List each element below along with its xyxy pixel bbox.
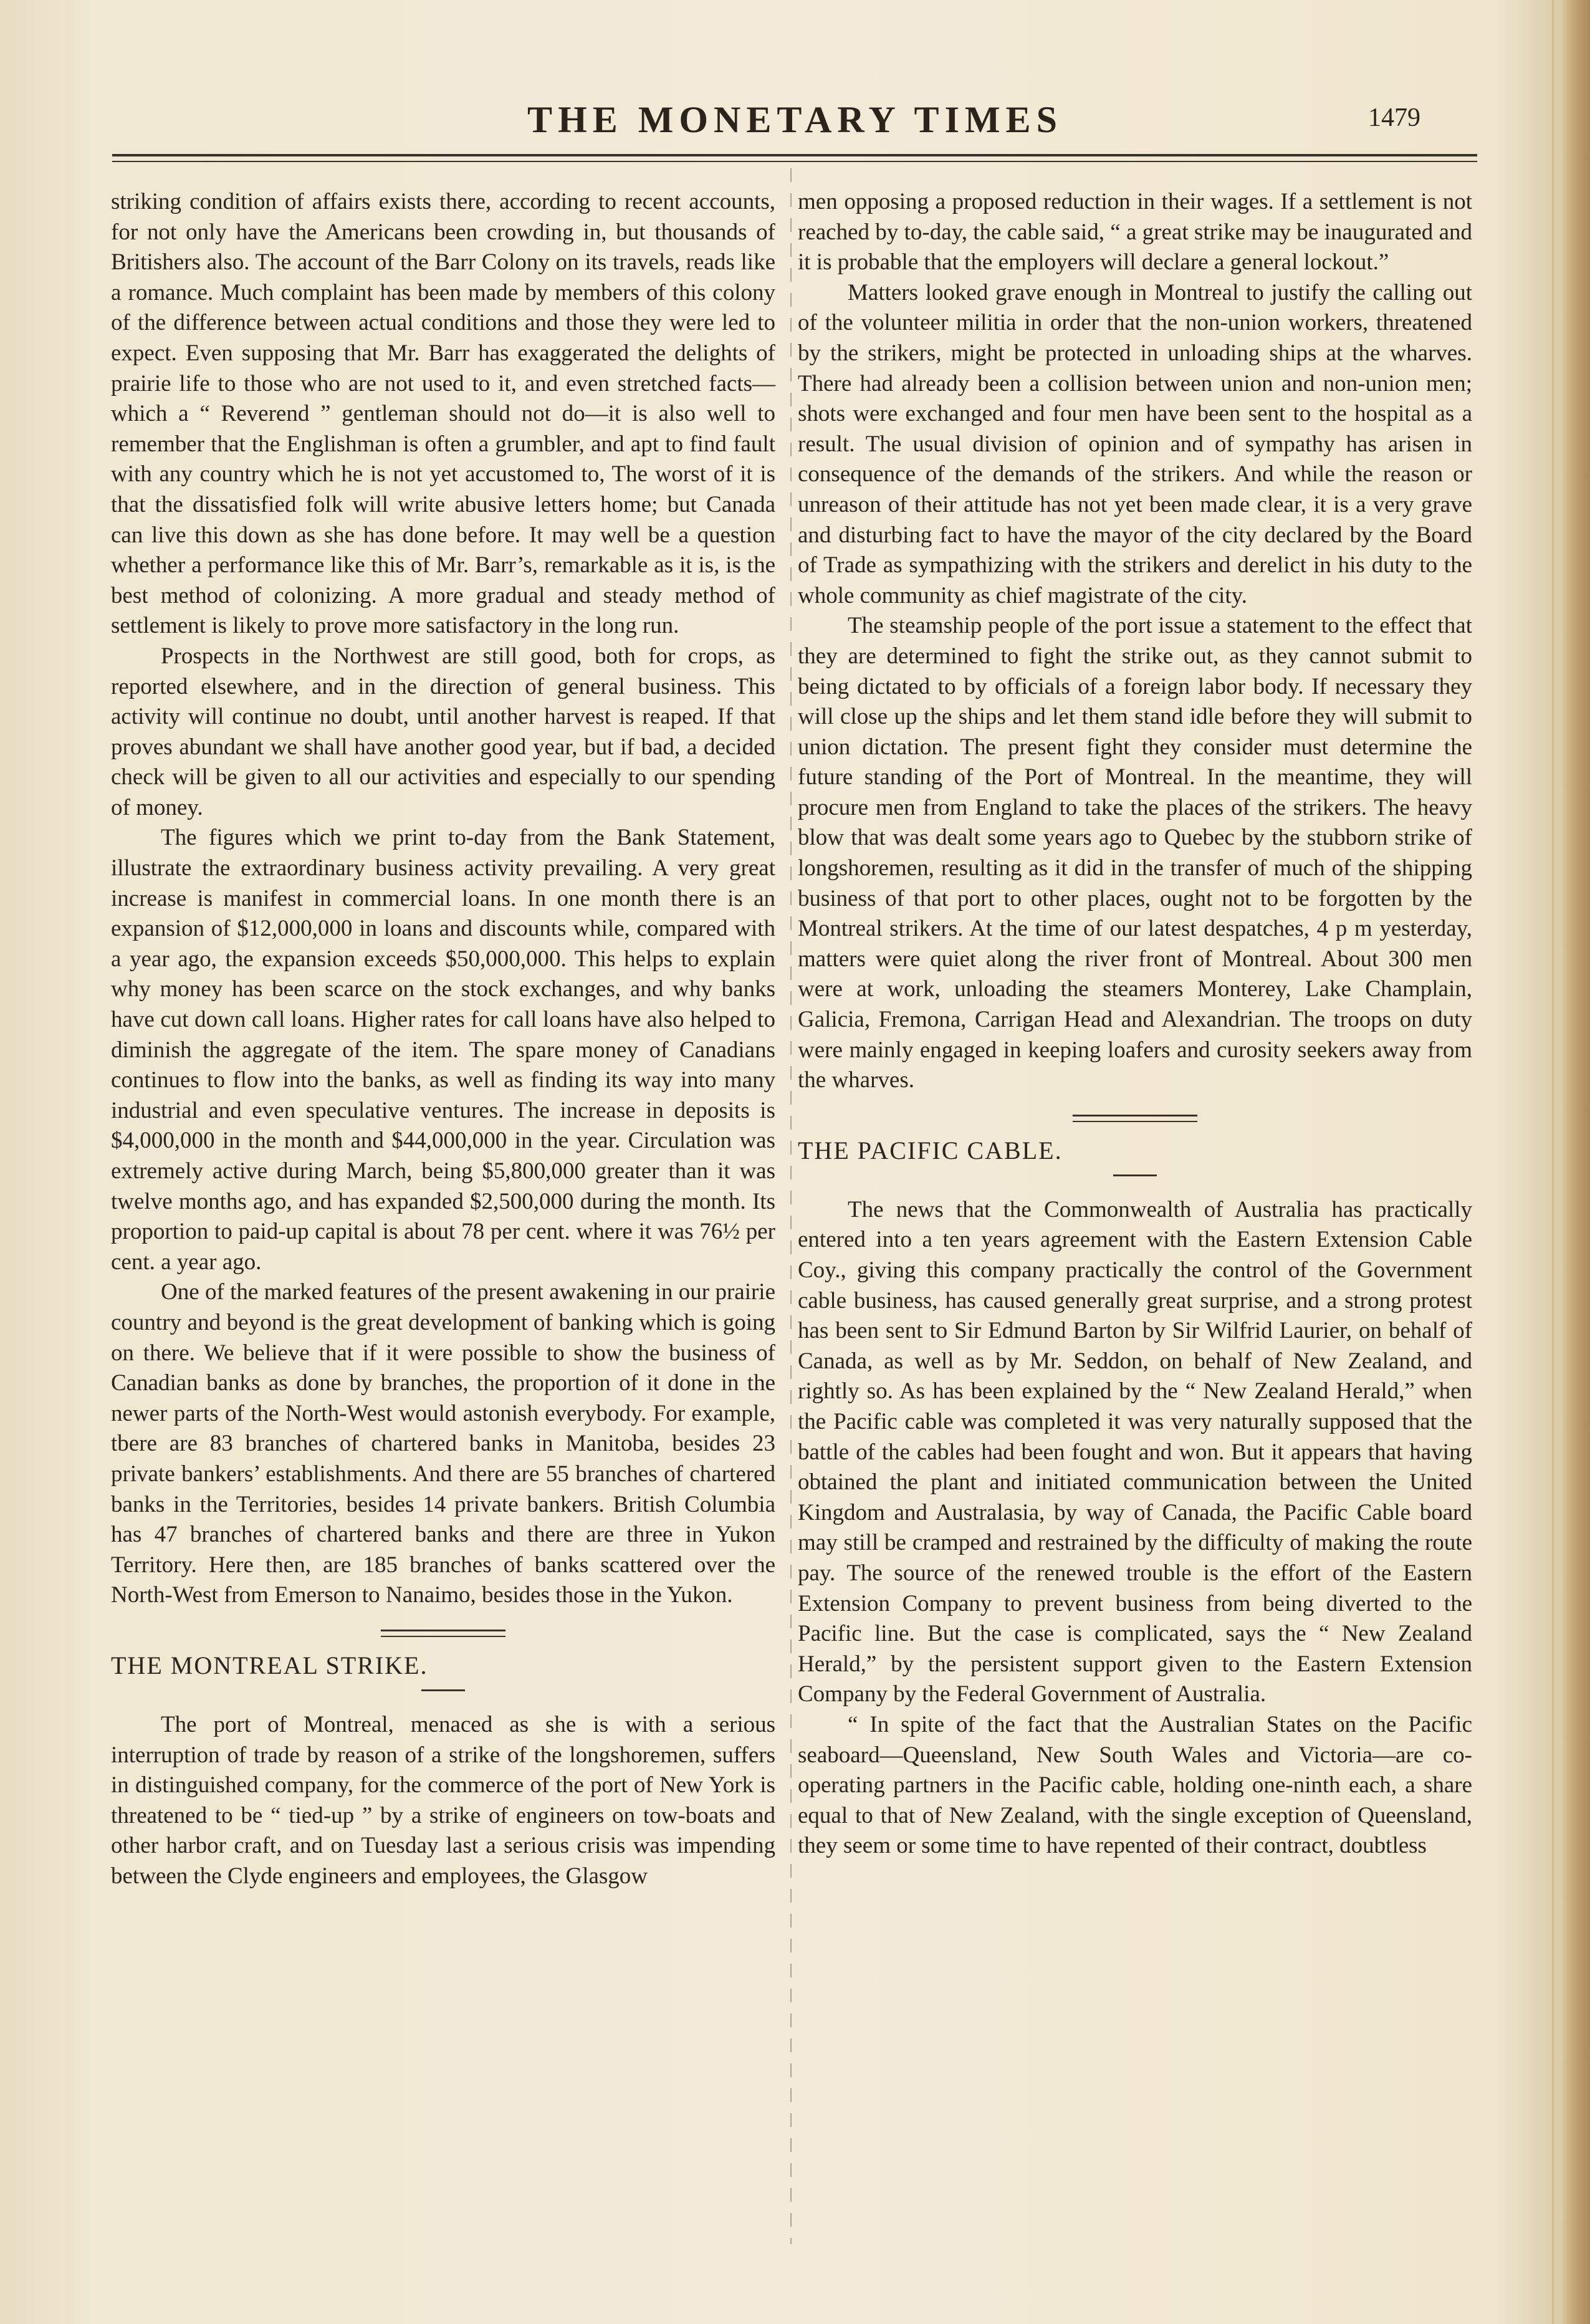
page-fold-line (1552, 0, 1554, 2324)
article-paragraph: The steamship people of the port issue a statement to the effect that they are determined to fight the strike out, as they cannot submit to being dictated to by officials of a foreign labor body. If necessary they will close up the ships and let them stand idle before they will submit to union dictation. The present fight they consider must determine the future standing of the Port of Montreal. In the meantime, they will procure men from England to take the places of the strikers. The heavy blow that was dealt some years ago to Quebec by the stubborn strike of longshoremen, resulting as it did in the transfer of much of the shipping business of that port to other places, ought not to be forgotten by the Montreal strikers. At the time of our latest despatches, 4 p m yesterday, matters were quiet along the river front of Montreal. About 300 men were at work, unloading the steamers Monterey, Lake Champlain, Galicia, Fremona, Carrigan Head and Alexandrian. The troops on duty were mainly engaged in keeping loafers and curosity seekers away from the wharves. (798, 613, 1472, 1093)
article-paragraph: One of the marked features of the present awakening in our prairie country and beyond is the great development of banking which is going on there. We believe that if it were possible to show the business of Canadian banks as done by branches, the proportion of it done in the newer parts of the North-West would astonish everybody. For example, tbere are 83 branches of chartered banks in Manitoba, besides 23 private bankers’ establishments. And there are 55 branches of chartered banks in the Territories, besides 14 private bankers. British Columbia has 47 branches of chartered banks and there are three in Yukon Territory. Here then, are 185 branches of banks scattered over the North-West from Emerson to Nanaimo, besides those in the Yukon. (111, 1279, 775, 1608)
article-paragraph: The news that the Commonwealth of Australia has practically entered into a ten years agreement with the Eastern Extension Cable Coy., giving this company practically the control of the Government cable business, has caused generally great surprise, and a strong protest has been sent to Sir Edmund Barton by Sir Wilfrid Laurier, on behalf of Canada, as well as by Mr. Seddon, on behalf of New Zealand, and rightly so. As has been explained by the “ New Zealand Herald,” when the Pacific cable was completed it was very naturally supposed that the battle of the cables had been fought and won. But it appears that having obtained the plant and initiated communication between the United Kingdom and Australasia, by way of Canada, the Pacific Cable board may still be cramped and restrained by the difficulty of making the route pay. The source of the renewed trouble is the effort of the Eastern Extension Company to prevent business from being diverted to the Pacific line. But the case is complicated, says the “ New Zealand Herald,” by the persistent support given to the Eastern Extension Company by the Federal Government of Australia. (798, 1196, 1472, 1707)
header-rule-top (112, 154, 1477, 156)
article-paragraph: The port of Montreal, menaced as she is with a serious interruption of trade by reason of a strike of the longshoremen, suffers in distinguished company, for the commerce of the port of New York is threatened to be “ tied-up ” by a strike of engineers on tow-boats and other harbor craft, and on Tuesday last a serious crisis was impending between the Clyde engineers and employees, the Glasgow (111, 1711, 775, 1889)
article-paragraph: Prospects in the Northwest are still good, both for crops, as reported elsewhere, and in the direction of general business. This activity will continue no doubt, until another harvest is reaped. If that proves abundant we shall have another good year, but if bad, a decided check will be given to all our activities and especially to our spending of money. (111, 643, 775, 820)
article-paragraph: men opposing a proposed reduction in their wages. If a settlement is not reached by to-day, the cable said, “ a great strike may be inaugurated and it is probable that the employers will declare a general lockout.” (798, 189, 1472, 276)
article-paragraph: The figures which we print to-day from the Bank Statement, illustrate the extraordinary business activity prevailing. A very great increase is manifest in commercial loans. In one month there is an expansion of $12,000,000 in loans and discounts while, compared with a year ago, the expansion exceeds $50,000,000. This helps to explain why money has been scarce on the stock exchanges, and why banks have cut down call loans. Higher rates for call loans have also helped to diminish the aggregate of the item. The spare money of Canadians continues to flow into the banks, as well as finding its way into many industrial and even speculative ventures. The increase in deposits is $4,000,000 in the month and $44,000,000 in the year. Circulation was extremely active during March, being $5,800,000 greater than it was twelve months ago, and has expanded $2,500,000 during the month. Its proportion to paid-up capital is about 78 per cent. where it was 76½ per cent. a year ago. (111, 825, 775, 1275)
section-heading-montreal-strike: THE MONTREAL STRIKE. (111, 1651, 428, 1679)
page-number: 1479 (1368, 103, 1420, 132)
article-paragraph: “ In spite of the fact that the Australian States on the Pacific seaboard—Queensland, New South Wales and Victoria—are co-operating partners in the Pacific cable, holding one-ninth each, a share equal to that of New Zealand, with the single exception of Queensland, they seem or some time to have repented of their contract, doubtless (798, 1711, 1472, 1859)
left-column (111, 187, 775, 1891)
section-heading-pacific-cable: THE PACIFIC CABLE. (798, 1136, 1063, 1164)
article-paragraph: Matters looked grave enough in Montreal to justify the calling out of the volunteer militia in order that the non-union workers, threatened by the strikers, might be protected in unloading ships at the wharves. There had already been a collision between union and non-union men; shots were exchanged and four men have been sent to the hospital as a result. The usual division of opinion and of sympathy has arisen in consequence of the demands of the strikers. And while the reason or unreason of their attitude has not yet been made clear, it is a very grave and disturbing fact to have the mayor of the city declared by the Board of Trade as sympathizing with the strikers and derelict in his duty to the whole community as chief magistrate of the city. (798, 279, 1472, 608)
section-divider-rule (1073, 1115, 1197, 1122)
article-paragraph: striking condition of affairs exists there, according to recent accounts, for not only have the Americans been crowding in, but thousands of Britishers also. The account of the Barr Colony on its travels, reads like a romance. Much complaint has been made by members of this colony of the difference between actual conditions and those they were led to expect. Even supposing that Mr. Barr has exaggerated the delights of prairie life to those who are not used to it, and even stretched facts—which a “ Reverend ” gentleman should not do—it is also well to remember that the Englishman is often a grumbler, and apt to find fault with any country which he is not yet accustomed to, The worst of it is that the dissatisfied folk will write abusive letters home; but Canada can live this down as she has done before. It may well be a question whether a performance like this of Mr. Barr’s, remarkable as it is, is the best method of colonizing. A more gradual and steady method of settlement is likely to prove more satisfactory in the long run. (111, 189, 775, 639)
column-divider (790, 168, 792, 2244)
right-column (798, 187, 1472, 1861)
masthead-title: THE MONETARY TIMES (527, 99, 1063, 140)
page-binding-edge (1563, 0, 1590, 2324)
section-divider-rule (381, 1630, 505, 1637)
header-rule-bottom (112, 161, 1477, 162)
